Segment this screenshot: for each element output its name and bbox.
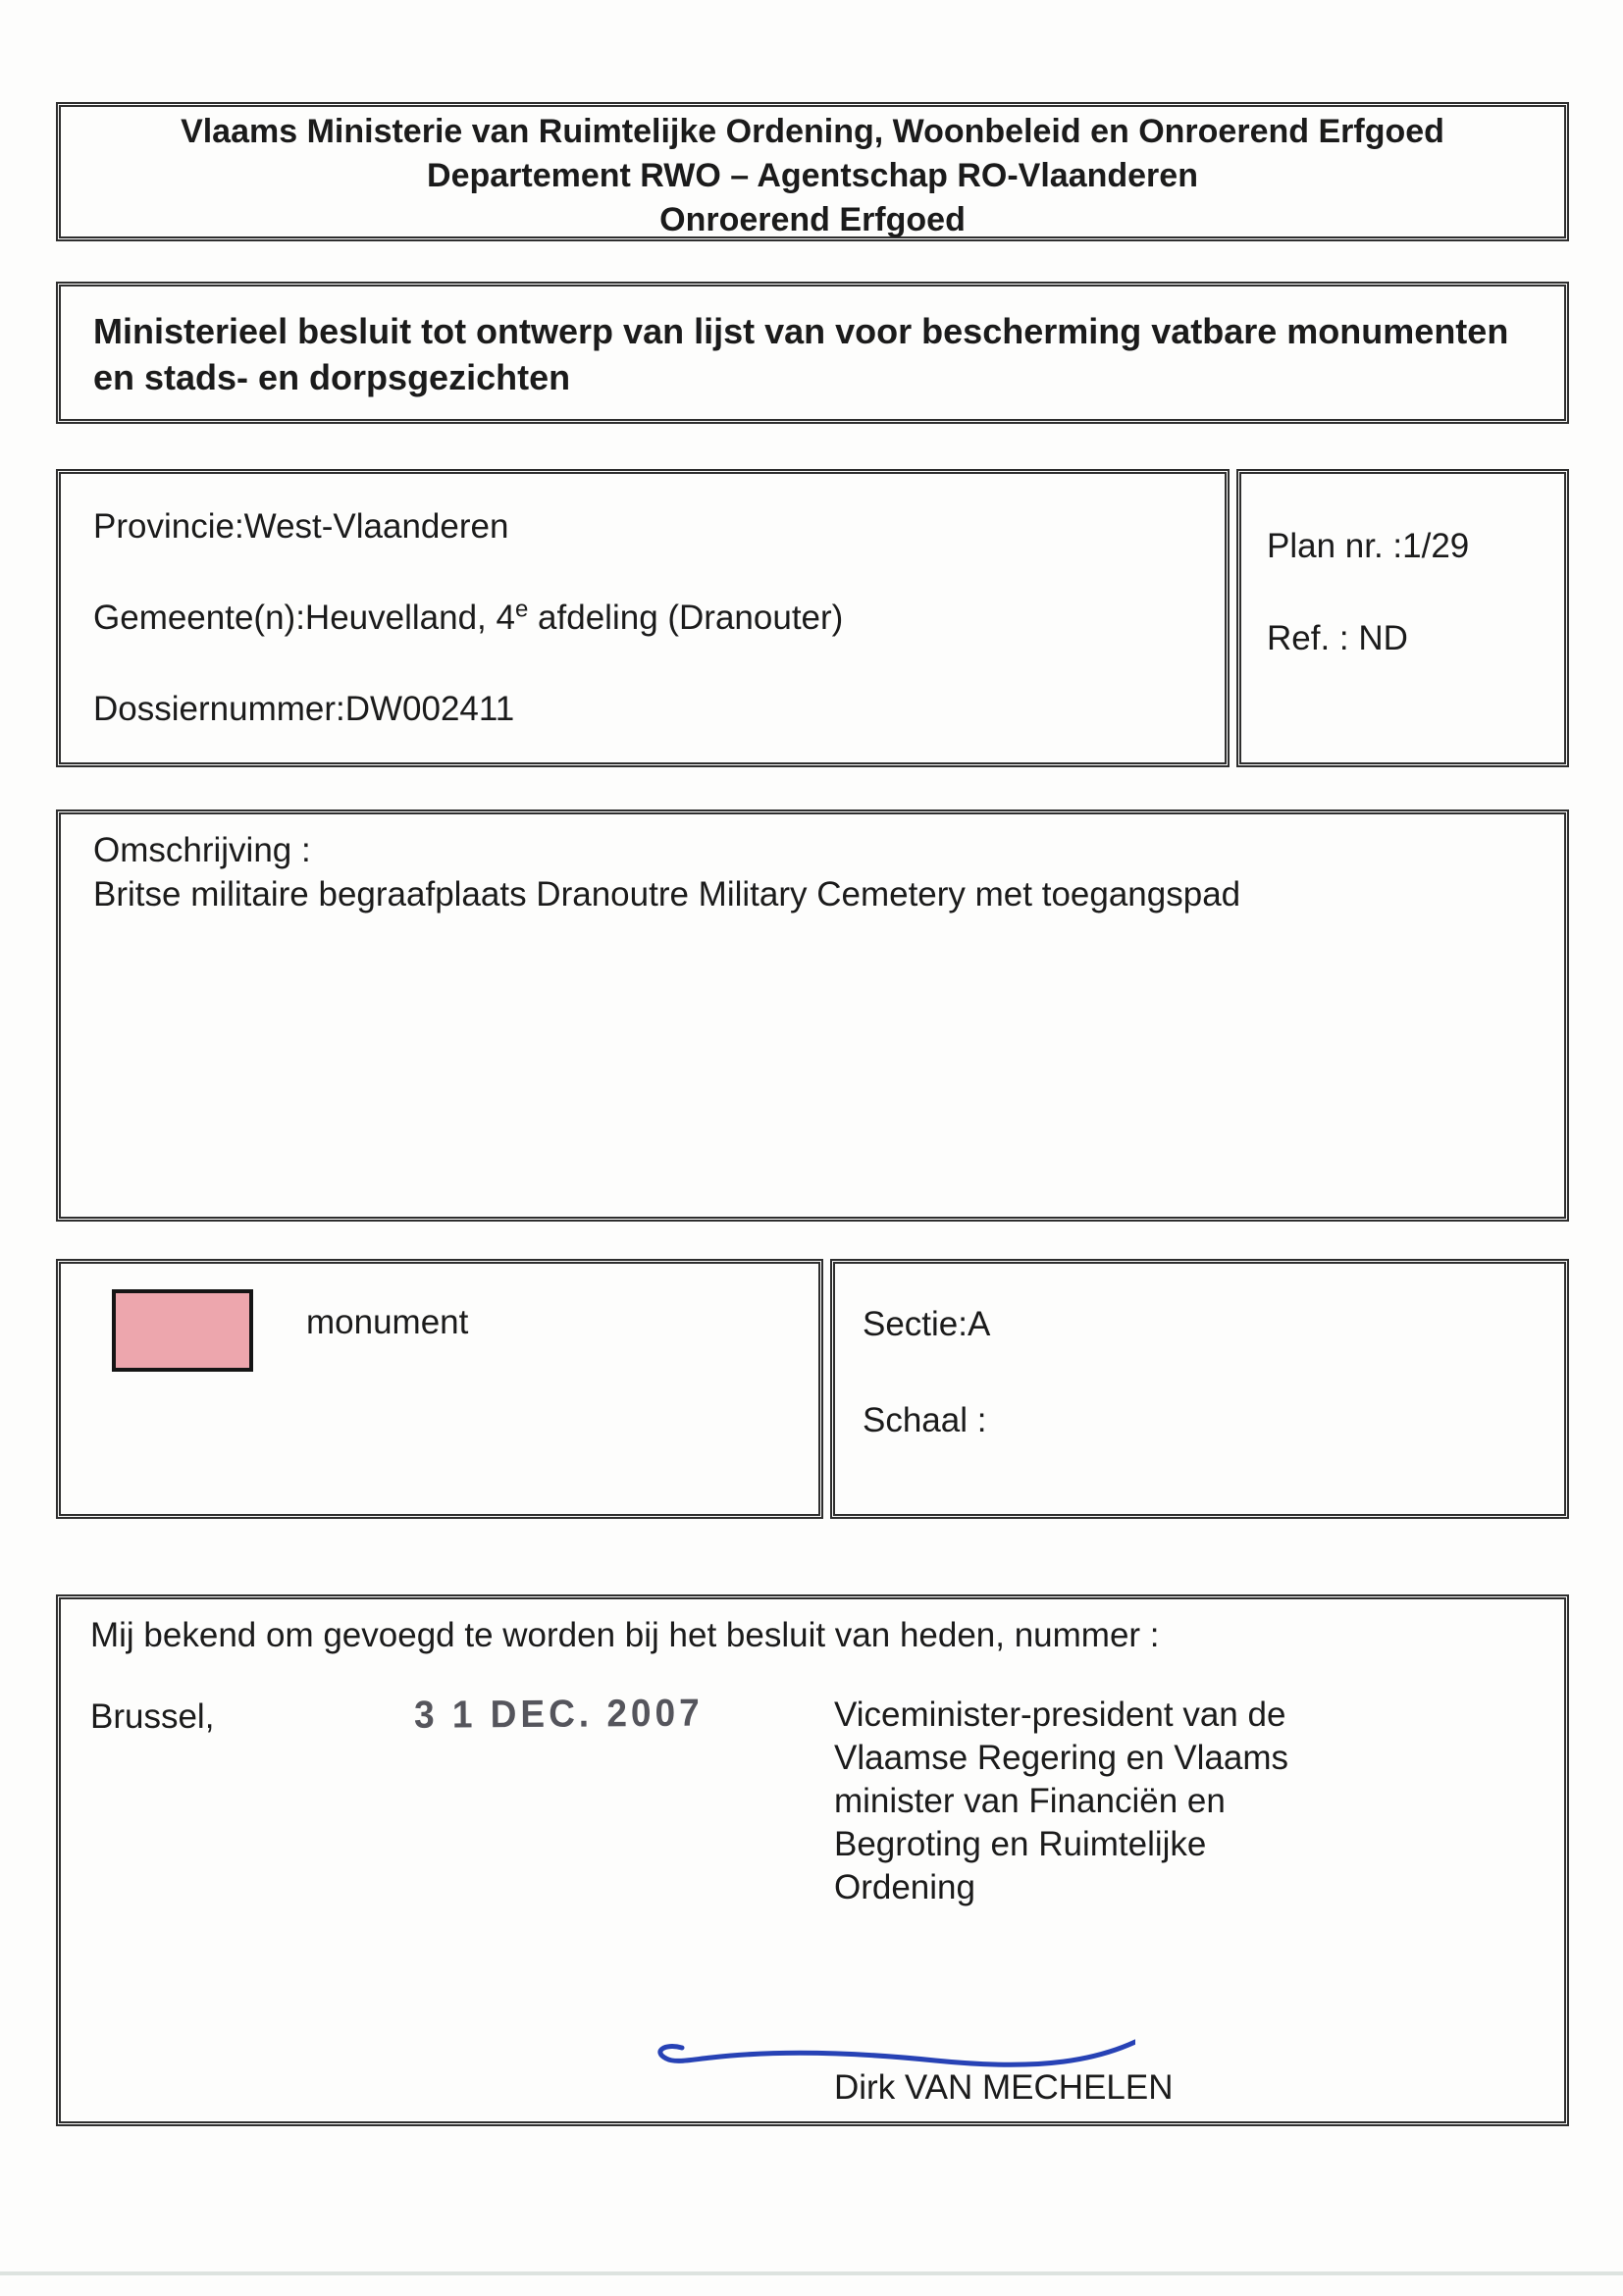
plan-ref-box	[1236, 469, 1569, 767]
ministry-header-box	[56, 102, 1569, 241]
scan-artifact-line	[0, 2271, 1623, 2275]
location-info-box	[56, 469, 1230, 767]
monument-label: monument	[306, 1303, 469, 1341]
sectie-field: Sectie:A	[863, 1305, 991, 1343]
gemeente-superscript: e	[514, 596, 529, 623]
provincie-field: Provincie:West-Vlaanderen	[93, 507, 509, 546]
ministry-name: Vlaams Ministerie van Ruimtelijke Ordening, Woonbeleid en Onroerend Erfgoed	[181, 113, 1444, 150]
city-label: Brussel,	[90, 1697, 215, 1736]
omschrijving-text: Britse militaire begraafplaats Dranoutre Military Cemetery met toegangspad	[93, 875, 1241, 913]
decree-title: Ministerieel besluit tot ontwerp van lijst van voor bescherming vatbare monumenten en stads- en dorpsgezichten	[93, 311, 1509, 397]
agency-name: Onroerend Erfgoed	[659, 201, 966, 238]
signature-path	[660, 1953, 1135, 2064]
gemeente-field	[93, 596, 1225, 637]
decree-title-box	[56, 282, 1569, 424]
ref-field: Ref. : ND	[1267, 619, 1408, 657]
minister-title: Viceminister-president van de Vlaamse Regering en Vlaams minister van Financiën en Begroting en Ruimtelijke Ordening	[834, 1696, 1289, 1906]
sectie-schaal-box	[830, 1259, 1569, 1519]
schaal-field: Schaal :	[863, 1401, 987, 1439]
date-stamp: 3 1 DEC. 2007	[413, 1691, 704, 1737]
plan-nr-field: Plan nr. :1/29	[1267, 527, 1470, 565]
gemeente-text: Gemeente(n):Heuvelland, 4	[93, 599, 515, 637]
legend-box	[56, 1259, 823, 1519]
signer-name: Dirk VAN MECHELEN	[834, 2068, 1174, 2107]
omschrijving-box	[56, 809, 1569, 1222]
omschrijving-label: Omschrijving :	[93, 831, 311, 869]
monument-color-swatch	[112, 1289, 253, 1372]
gemeente-suffix: afdeling (Dranouter)	[528, 599, 844, 637]
signature-box	[56, 1594, 1569, 2126]
bekend-line: Mij bekend om gevoegd te worden bij het besluit van heden, nummer :	[90, 1616, 1160, 1654]
department-name: Departement RWO – Agentschap RO-Vlaanderen	[427, 157, 1198, 194]
dossiernummer-field: Dossiernummer:DW002411	[93, 690, 515, 728]
